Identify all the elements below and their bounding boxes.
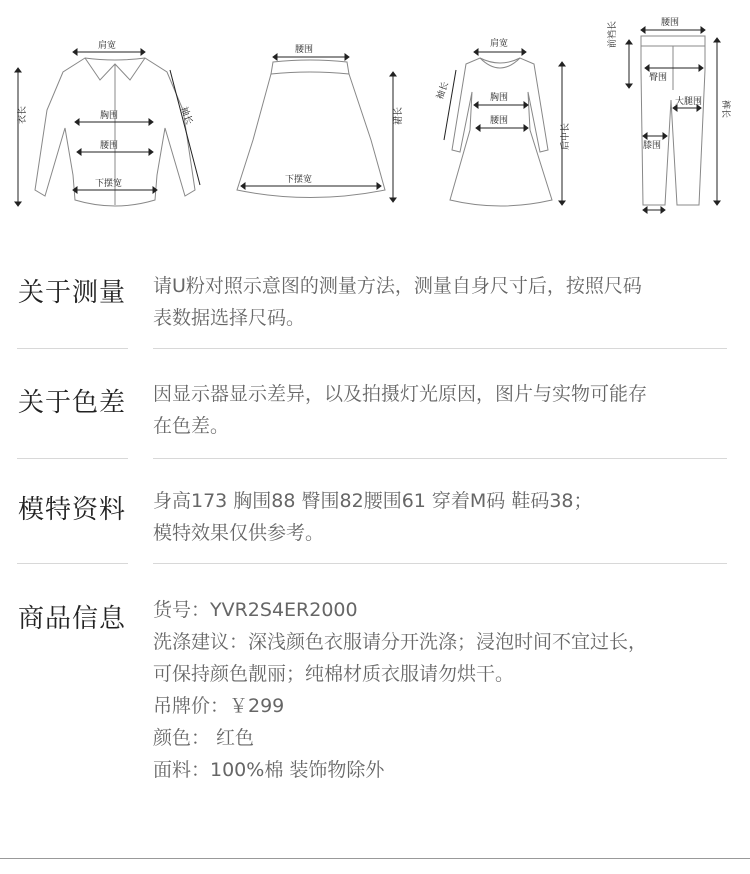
- product-wash-line: 可保持颜色靓丽；纯棉材质衣服请勿烘干。: [153, 663, 515, 685]
- shirt-chest-label: 胸围: [100, 111, 119, 121]
- pants-hip-label: 臀围: [649, 73, 668, 83]
- measurement-diagrams: [0, 0, 750, 230]
- product-color: 颜色： 红色: [153, 727, 255, 749]
- dress-shoulder-label: 肩宽: [490, 39, 509, 49]
- pants-knee-label: 膝围: [643, 141, 662, 151]
- divider: [17, 563, 128, 564]
- section-product-body: [153, 594, 733, 786]
- section-model-body: [153, 485, 733, 549]
- dress-diagram: [430, 0, 580, 230]
- pants-thigh-label: 大腿围: [675, 97, 703, 107]
- section-measure-line: 请U粉对照示意图的测量方法，测量自身尺寸后，按照尺码: [153, 275, 642, 297]
- bottom-rule: [0, 858, 750, 859]
- section-model-title: 模特资料: [18, 495, 127, 525]
- shirt-length-label: 衣长: [18, 105, 28, 124]
- product-sku: 货号：YVR2S4ER2000: [153, 599, 358, 621]
- divider: [17, 458, 128, 459]
- section-product-title: 商品信息: [18, 604, 127, 634]
- shirt-waist-label: 腰围: [100, 141, 119, 151]
- section-measure-title: 关于测量: [18, 278, 127, 308]
- shirt-sleeve-label: 袖长: [178, 105, 194, 126]
- skirt-waist-label: 腰围: [295, 45, 314, 55]
- product-material: 面料：100%棉 装饰物除外: [153, 759, 385, 781]
- product-price: 吊牌价：￥299: [153, 695, 285, 717]
- divider: [153, 458, 727, 459]
- divider: [17, 348, 128, 349]
- dress-sleeve-label: 袖长: [435, 80, 451, 102]
- section-color-body: [153, 378, 733, 442]
- section-model-line: 身高173 胸围88 臀围82腰围61 穿着M码 鞋码38；: [153, 490, 593, 512]
- section-color-line: 因显示器显示差异，以及拍摄灯光原因，图片与实物可能存: [153, 383, 648, 405]
- product-wash-line: 洗涤建议：深浅颜色衣服请分开洗涤；浸泡时间不宜过长，: [153, 631, 648, 653]
- dress-waist-label: 腰围: [490, 116, 509, 126]
- skirt-diagram: [225, 0, 415, 230]
- dress-back-length-label: 后中长: [561, 122, 571, 150]
- shirt-shoulder-label: 肩宽: [98, 41, 117, 51]
- section-color-line: 在色差。: [153, 415, 230, 437]
- section-measure-line: 表数据选择尺码。: [153, 307, 306, 329]
- skirt-length-label: 裙长: [394, 106, 404, 125]
- section-measure-body: [153, 270, 733, 334]
- shirt-hem-label: 下摆宽: [95, 179, 123, 189]
- divider: [153, 348, 727, 349]
- shirt-diagram: [5, 0, 215, 230]
- pants-waist-label: 腰围: [661, 18, 680, 28]
- pants-diagram: [605, 0, 745, 230]
- section-color-title: 关于色差: [18, 388, 127, 418]
- section-model-line: 模特效果仅供参考。: [153, 522, 325, 544]
- dress-chest-label: 胸围: [490, 93, 509, 103]
- skirt-hem-label: 下摆宽: [285, 175, 313, 185]
- pants-rise-label: 前裆长: [608, 20, 618, 48]
- pants-length-label: 裤长: [720, 100, 730, 119]
- divider: [153, 563, 727, 564]
